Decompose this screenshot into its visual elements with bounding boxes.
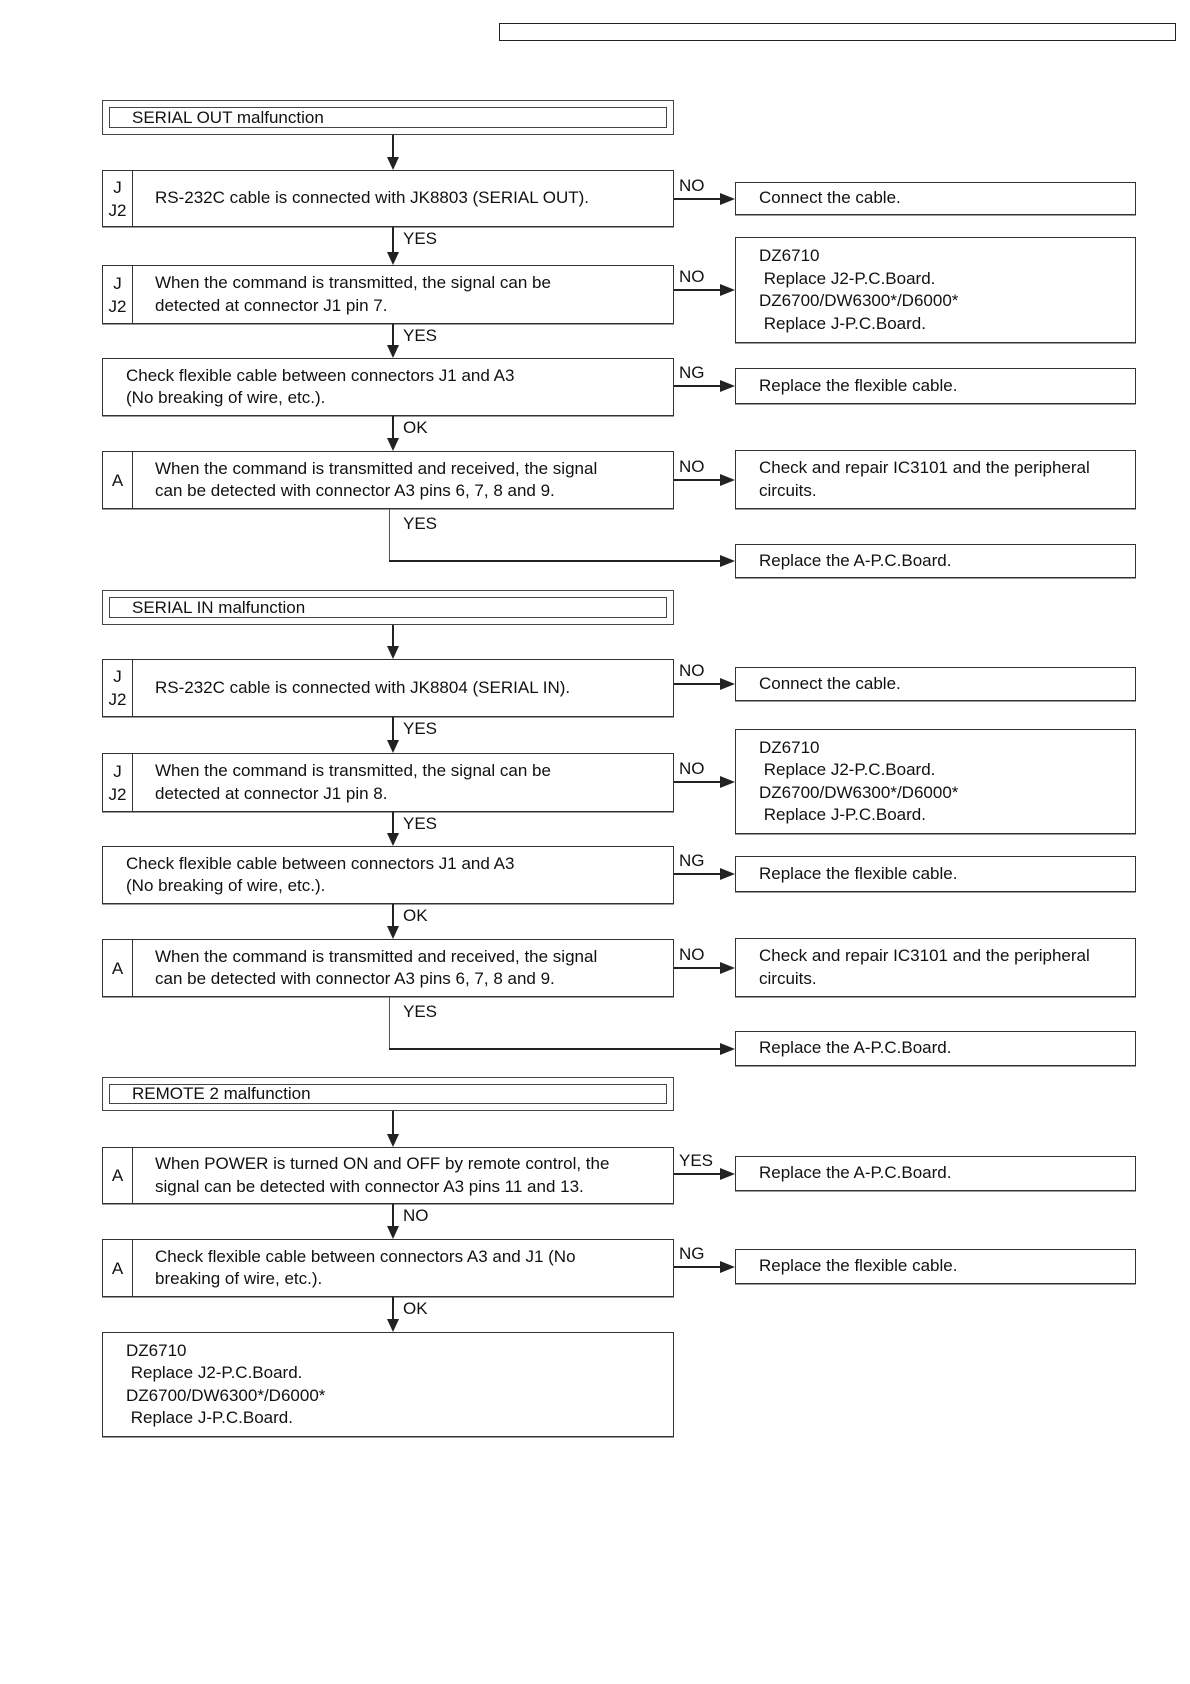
result-text <box>759 730 958 833</box>
text-line: Replace J-P.C.Board. <box>759 805 926 824</box>
connector-line <box>392 904 394 927</box>
arrow-right-icon <box>720 678 735 690</box>
check-step-box <box>102 451 674 509</box>
arrow-down-icon <box>387 1319 399 1332</box>
arrow-down-icon <box>387 646 399 659</box>
text-line: A <box>111 1166 124 1185</box>
connector-line <box>392 227 394 253</box>
text-line: DZ6710 <box>126 1340 187 1360</box>
arrow-right-icon <box>720 868 735 880</box>
arrow-down-icon <box>387 926 399 939</box>
final-text <box>126 1333 325 1436</box>
branch-label: NO <box>679 457 705 476</box>
step-text <box>155 171 589 226</box>
text-line: When the command is transmitted, the signal can be <box>155 761 551 780</box>
board-tag <box>103 940 133 996</box>
header-box <box>499 23 1176 41</box>
connector-line <box>674 873 721 875</box>
result-box <box>735 1249 1136 1284</box>
connector-line <box>674 781 721 783</box>
text-line: DZ6700/DW6300*/D6000* <box>759 782 959 802</box>
result-text <box>759 939 1090 996</box>
step-text <box>155 266 551 323</box>
section-title-box <box>102 590 674 625</box>
board-tag <box>103 452 133 508</box>
branch-label: NO <box>679 267 705 286</box>
branch-label-down: OK <box>403 1299 428 1318</box>
text-line: Check flexible cable between connectors A3 and J1 (No <box>155 1246 576 1266</box>
result-text <box>759 369 957 403</box>
text-line: J2 <box>108 690 127 709</box>
text-line: When POWER is turned ON and OFF by remote control, the <box>155 1154 610 1173</box>
result-box <box>735 667 1136 701</box>
connector-line <box>674 967 721 969</box>
text-line: Replace J2-P.C.Board. <box>759 760 936 779</box>
branch-label: NG <box>679 1244 705 1263</box>
board-tag <box>103 1148 133 1203</box>
arrow-down-icon <box>387 833 399 846</box>
connector-line <box>392 1111 394 1135</box>
step-text <box>126 847 514 903</box>
branch-label-down: YES <box>403 1002 438 1021</box>
connector-line <box>392 1297 394 1320</box>
connector-line <box>674 1266 721 1268</box>
branch-label: NO <box>679 759 705 778</box>
connector-line <box>392 1204 394 1227</box>
text-line: J <box>113 667 122 686</box>
arrow-right-icon <box>720 962 735 974</box>
text-line: Replace the A-P.C.Board. <box>759 550 952 570</box>
result-text <box>759 857 957 891</box>
section-title: SERIAL OUT malfunction <box>109 107 667 128</box>
section-title-box <box>102 100 674 135</box>
arrow-right-icon <box>720 1043 735 1055</box>
branch-label: NO <box>679 945 705 964</box>
text-line: Check flexible cable between connectors J1 and A3 <box>126 853 515 873</box>
step-text <box>155 754 551 811</box>
final-box <box>102 1332 674 1437</box>
connector-line <box>674 289 721 291</box>
check-step-box <box>102 939 674 997</box>
arrow-down-icon <box>387 1226 399 1239</box>
board-tag <box>103 660 133 716</box>
connector-line <box>392 324 394 346</box>
text-line: RS-232C cable is connected with JK8803 (SERIAL OUT). <box>155 188 590 208</box>
result-text <box>759 183 901 214</box>
result-box <box>735 544 1136 578</box>
branch-label-down: OK <box>403 906 428 925</box>
result-box <box>735 1031 1136 1066</box>
arrow-right-icon <box>720 193 735 205</box>
connector-line <box>392 812 394 834</box>
check-step-box <box>102 846 674 904</box>
connector-line <box>392 135 394 158</box>
text-line: Check flexible cable between connectors J1 and A3 <box>126 365 515 385</box>
board-tag <box>103 171 133 226</box>
connector-line <box>389 509 390 561</box>
branch-label: NO <box>679 176 705 195</box>
connector-line <box>389 1048 721 1050</box>
arrow-right-icon <box>720 380 735 392</box>
text-line: detected at connector J1 pin 8. <box>155 783 388 803</box>
text-line: Replace J-P.C.Board. <box>759 313 926 333</box>
result-box <box>735 856 1136 892</box>
connector-line <box>392 625 394 647</box>
result-text <box>759 668 901 700</box>
connector-line <box>392 717 394 741</box>
connector-line <box>389 997 390 1049</box>
check-step-box <box>102 1147 674 1204</box>
branch-label-down: YES <box>403 514 438 533</box>
arrow-right-icon <box>720 1168 735 1180</box>
text-line: A <box>111 470 124 490</box>
arrow-right-icon <box>720 555 735 567</box>
check-step-box <box>102 753 674 812</box>
text-line: Replace the flexible cable. <box>759 863 958 883</box>
branch-label-down: NO <box>403 1206 429 1225</box>
text-line: J <box>113 761 122 781</box>
text-line: signal can be detected with connector A3 pins 11 and 13. <box>155 1176 584 1196</box>
result-box <box>735 450 1136 509</box>
text-line: Check and repair IC3101 and the peripheral <box>759 458 1090 477</box>
arrow-down-icon <box>387 252 399 265</box>
section-title: SERIAL IN malfunction <box>109 597 667 618</box>
text-line: circuits. <box>759 480 817 500</box>
result-text <box>759 1032 951 1065</box>
arrow-right-icon <box>720 474 735 486</box>
result-text <box>759 451 1090 508</box>
check-step-box <box>102 659 674 717</box>
branch-label: NG <box>679 363 705 382</box>
result-text <box>759 1250 957 1283</box>
branch-label-down: OK <box>403 418 428 437</box>
text-line: (No breaking of wire, etc.). <box>126 388 326 407</box>
text-line: DZ6710 <box>759 246 820 265</box>
step-text <box>126 359 514 415</box>
result-box <box>735 368 1136 404</box>
text-line: Replace the flexible cable. <box>759 375 958 395</box>
check-step-box <box>102 358 674 416</box>
text-line: A <box>111 958 124 978</box>
text-line: DZ6700/DW6300*/D6000* <box>759 291 959 310</box>
text-line: When the command is transmitted, the signal can be <box>155 273 551 292</box>
step-text <box>155 452 597 508</box>
connector-line <box>674 683 721 685</box>
text-line: Connect the cable. <box>759 188 901 208</box>
step-text <box>155 1148 609 1203</box>
text-line: J2 <box>108 296 127 316</box>
arrow-down-icon <box>387 157 399 170</box>
arrow-down-icon <box>387 1134 399 1147</box>
text-line: Connect the cable. <box>759 673 901 693</box>
result-text <box>759 238 958 342</box>
connector-line <box>389 560 721 562</box>
text-line: Replace the A-P.C.Board. <box>759 1038 952 1058</box>
branch-label-down: YES <box>403 814 438 833</box>
text-line: When the command is transmitted and received, the signal <box>155 458 598 478</box>
text-line: J2 <box>108 784 127 804</box>
text-line: J <box>113 177 122 197</box>
text-line: detected at connector J1 pin 7. <box>155 295 388 315</box>
step-text <box>155 660 570 716</box>
branch-label-down: YES <box>403 229 438 248</box>
arrow-right-icon <box>720 776 735 788</box>
text-line: J2 <box>108 200 127 220</box>
text-line: breaking of wire, etc.). <box>155 1269 323 1288</box>
result-text <box>759 1157 951 1190</box>
result-box <box>735 938 1136 997</box>
connector-line <box>392 416 394 439</box>
board-tag <box>103 1240 133 1296</box>
text-line: (No breaking of wire, etc.). <box>126 876 326 895</box>
arrow-down-icon <box>387 345 399 358</box>
step-text <box>155 940 597 996</box>
connector-line <box>674 479 721 481</box>
connector-line <box>674 385 721 387</box>
branch-label-down: YES <box>403 326 438 345</box>
text-line: Replace J-P.C.Board. <box>126 1408 293 1427</box>
text-line: RS-232C cable is connected with JK8804 (SERIAL IN). <box>155 677 571 697</box>
check-step-box <box>102 170 674 227</box>
arrow-down-icon <box>387 438 399 451</box>
branch-label: NG <box>679 851 705 870</box>
text-line: A <box>111 1258 124 1278</box>
text-line: DZ6710 <box>759 737 820 757</box>
section-title-box <box>102 1077 674 1111</box>
board-tag <box>103 266 133 323</box>
branch-label-down: YES <box>403 719 438 738</box>
branch-label: YES <box>679 1151 714 1170</box>
text-line: Replace the A-P.C.Board. <box>759 1163 952 1183</box>
check-step-box <box>102 1239 674 1297</box>
arrow-right-icon <box>720 284 735 296</box>
check-step-box <box>102 265 674 324</box>
text-line: J <box>113 273 122 293</box>
text-line: can be detected with connector A3 pins 6, 7, 8 and 9. <box>155 481 555 500</box>
text-line: circuits. <box>759 968 817 988</box>
text-line: DZ6700/DW6300*/D6000* <box>126 1385 326 1405</box>
branch-label: NO <box>679 661 705 680</box>
section-title: REMOTE 2 malfunction <box>109 1084 667 1104</box>
text-line: Check and repair IC3101 and the peripheral <box>759 946 1090 965</box>
text-line: Replace the flexible cable. <box>759 1256 958 1276</box>
result-text <box>759 545 951 577</box>
arrow-right-icon <box>720 1261 735 1273</box>
result-box <box>735 237 1136 343</box>
connector-line <box>674 1173 721 1175</box>
arrow-down-icon <box>387 740 399 753</box>
text-line: can be detected with connector A3 pins 6, 7, 8 and 9. <box>155 969 555 988</box>
step-text <box>155 1240 576 1296</box>
text-line: Replace J2-P.C.Board. <box>759 268 936 288</box>
connector-line <box>674 198 721 200</box>
board-tag <box>103 754 133 811</box>
result-box <box>735 182 1136 215</box>
result-box <box>735 729 1136 834</box>
text-line: When the command is transmitted and received, the signal <box>155 946 598 966</box>
text-line: Replace J2-P.C.Board. <box>126 1363 303 1382</box>
result-box <box>735 1156 1136 1191</box>
